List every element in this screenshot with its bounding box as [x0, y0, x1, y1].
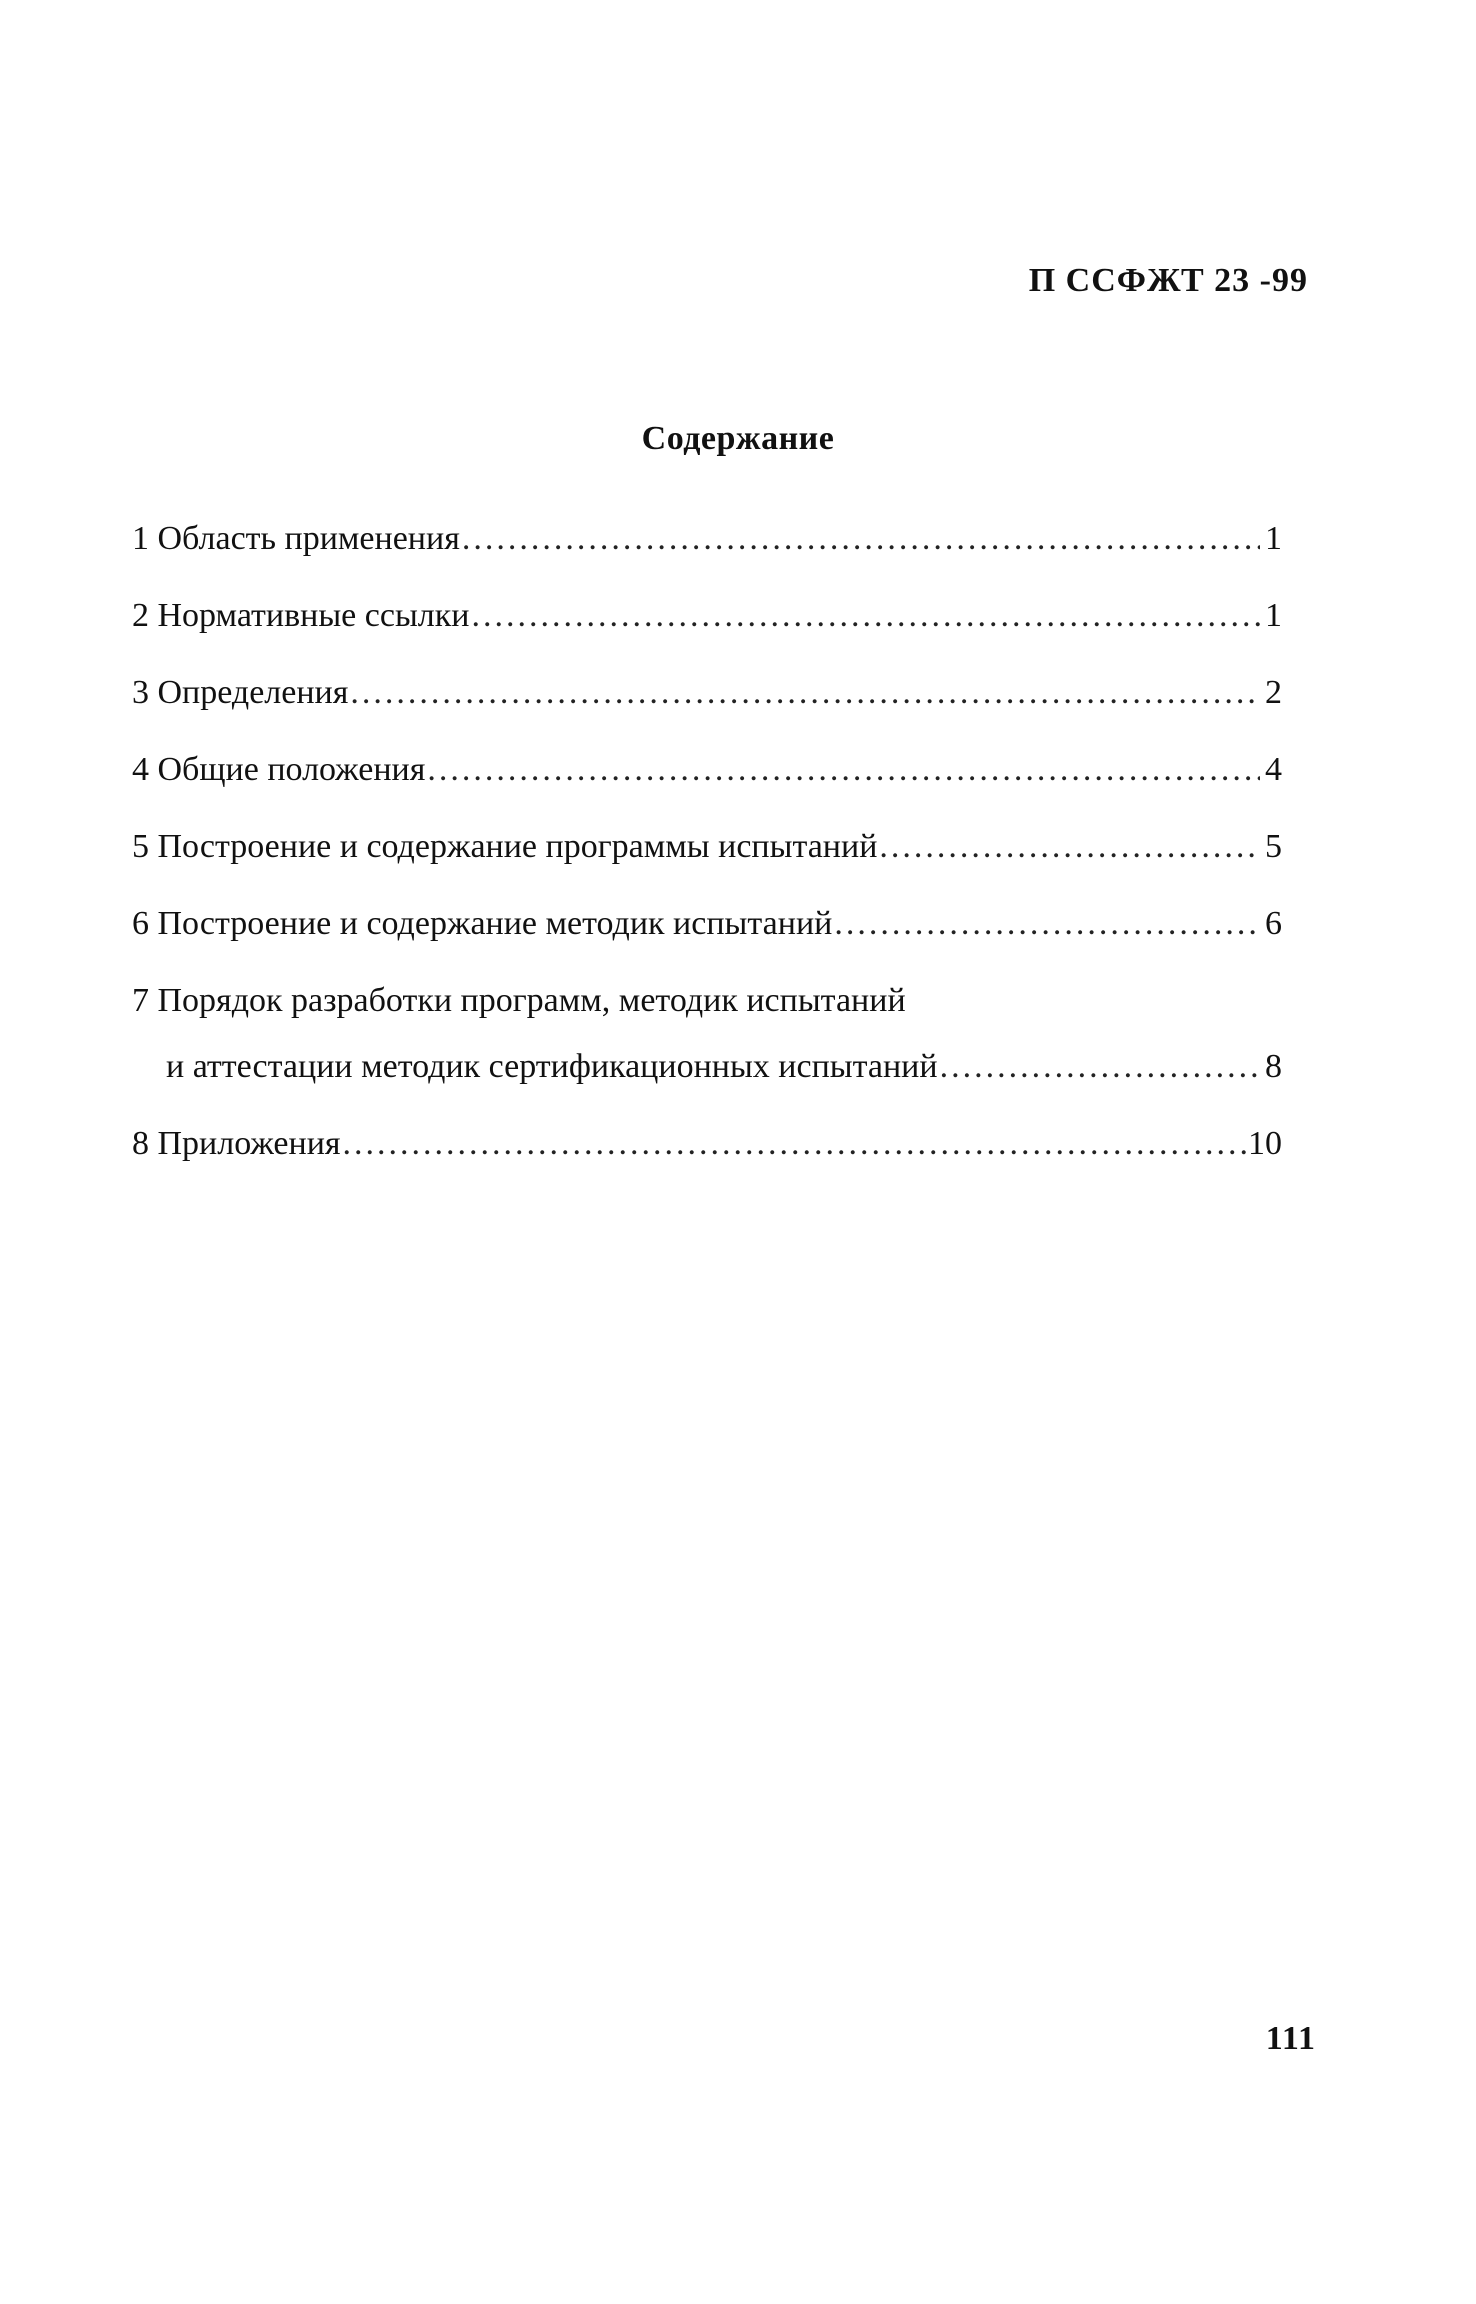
dot-leader	[462, 520, 1260, 558]
toc-entry-label: 8 Приложения	[132, 1125, 341, 1162]
toc-entry-test-methods	[132, 905, 1282, 982]
toc-entry-development-procedure	[132, 982, 1282, 1048]
dot-leader	[343, 1125, 1246, 1163]
toc-entry-normative-references	[132, 597, 1282, 674]
dot-leader	[940, 1048, 1260, 1086]
toc-entry-label: 6 Построение и содержание методик испытаний	[132, 905, 833, 942]
toc-entry-page: 1	[1265, 597, 1282, 634]
toc-entry-page: 6	[1265, 905, 1282, 942]
toc-entry-label: 5 Построение и содержание программы испытаний	[132, 828, 878, 865]
table-of-contents	[132, 520, 1282, 1202]
toc-entry-general-provisions	[132, 751, 1282, 828]
toc-entry-label: 1 Область применения	[132, 520, 460, 557]
toc-title: Содержание	[641, 420, 835, 457]
toc-entry-development-procedure-continued	[132, 1048, 1282, 1125]
toc-entry-page: 10	[1248, 1125, 1282, 1162]
toc-entry-page: 5	[1265, 828, 1282, 865]
toc-entry-appendices	[132, 1125, 1282, 1202]
toc-entry-label: 3 Определения	[132, 674, 349, 711]
toc-entry-definitions	[132, 674, 1282, 751]
toc-entry-page: 4	[1265, 751, 1282, 788]
toc-entry-label: 7 Порядок разработки программ, методик испытаний	[132, 982, 906, 1019]
page-number: 111	[1265, 2020, 1316, 2057]
toc-entry-page: 1	[1265, 520, 1282, 557]
toc-entry-page: 8	[1265, 1048, 1282, 1085]
dot-leader	[427, 751, 1260, 789]
dot-leader	[471, 597, 1260, 635]
document-code: П ССФЖТ 23 -99	[1028, 262, 1308, 299]
toc-entry-label: и аттестации методик сертификационных испытаний	[166, 1048, 938, 1085]
dot-leader	[834, 905, 1260, 943]
toc-entry-page: 2	[1265, 674, 1282, 711]
toc-entry-label: 2 Нормативные ссылки	[132, 597, 470, 634]
dot-leader	[879, 828, 1260, 866]
toc-entry-scope	[132, 520, 1282, 597]
toc-entry-test-program	[132, 828, 1282, 905]
toc-entry-label: 4 Общие положения	[132, 751, 426, 788]
dot-leader	[350, 674, 1260, 712]
